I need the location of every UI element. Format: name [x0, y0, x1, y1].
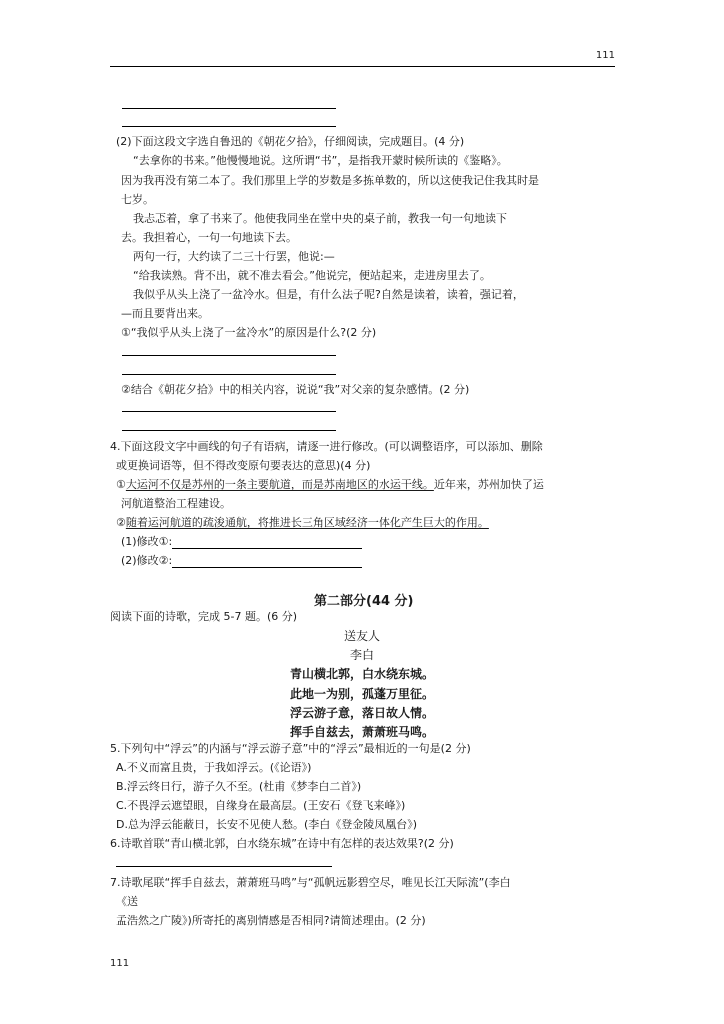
passage-line: —而且要背出来。 [121, 307, 209, 320]
answer-blank[interactable] [122, 374, 336, 375]
question-7-stem: 7.诗歌尾联“挥手自兹去，萧萧班马鸣”与“孤帆远影碧空尽，唯见长江天际流”(李白 [110, 876, 511, 889]
option-b: B.浮云终日行，游子久不至。(杜甫《梦李白二首》) [116, 780, 362, 793]
header-page-number: 111 [595, 50, 615, 61]
passage-line: 因为我再没有第二本了。我们那里上学的岁数是多拣单数的，所以这使我记住我其时是 [121, 174, 539, 187]
part-2-instruction: 阅读下面的诗歌，完成 5-7 题。(6 分) [110, 610, 298, 623]
sentence-1-underlined: 大运河不仅是苏州的一条主要航道，而是苏南地区的水运干线。 [125, 478, 434, 491]
question-7-stem: 《送 [116, 895, 138, 908]
poem-line: 挥手自兹去，萧萧班马鸣。 [289, 725, 434, 739]
sentence-1-mark: ① [116, 478, 126, 491]
header-rule [110, 66, 615, 67]
answer-blank[interactable] [122, 126, 336, 127]
answer-blank[interactable] [122, 430, 336, 431]
answer-blank[interactable] [122, 411, 336, 412]
option-a: A.不义而富且贵，于我如浮云。(《论语》) [116, 761, 312, 774]
fix-2-blank[interactable] [172, 557, 362, 568]
poem-title: 送友人 [343, 629, 380, 643]
fix-1-blank[interactable] [172, 538, 362, 549]
passage-line: 我似乎从头上浇了一盆冷水。但是，有什么法子呢?自然是读着，读着，强记着， [133, 288, 524, 301]
sentence-2-mark: ② [116, 516, 126, 529]
passage-line: 两句一行，大约读了二三十行罢，他说:— [133, 250, 335, 263]
passage-line: “给我读熟。背不出，就不准去看会。”他说完，便站起来，走进房里去了。 [133, 269, 491, 282]
sub-question-2: ②结合《朝花夕拾》中的相关内容，说说“我”对父亲的复杂感情。(2 分) [121, 383, 470, 396]
answer-blank[interactable] [116, 866, 332, 867]
sub-question-1: ①“我似乎从头上浇了一盆冷水”的原因是什么?(2 分) [121, 326, 377, 339]
sentence-2-underlined: 随着运河航道的疏浚通航，将推进长三角区域经济一体化产生巨大的作用。 [125, 516, 489, 529]
passage-line: 我忐忑着，拿了书来了。他使我同坐在堂中央的桌子前，教我一句一句地读下 [133, 212, 507, 225]
passage-line: “去拿你的书来。”他慢慢地说。这所谓“书”，是指我开蒙时候所读的《鉴略》。 [133, 154, 508, 167]
fix-1 [121, 535, 362, 549]
option-d: D.总为浮云能蔽日，长安不见使人愁。(李白《登金陵凤凰台》) [116, 818, 418, 831]
poem-line: 浮云游子意，落日故人情。 [289, 706, 434, 720]
footer-page-number: 111 [110, 958, 130, 969]
poem-line: 此地一为别，孤蓬万里征。 [289, 687, 434, 701]
sentence-1-cont: 河航道整治工程建设。 [121, 497, 231, 510]
passage-line: 去。我担着心，一句一句地读下去。 [121, 231, 297, 244]
question-4-stem: 4.下面这段文字中画线的句子有语病，请逐一进行修改。(可以调整语序，可以添加、删除 [110, 440, 543, 453]
fix-1-label: (1)修改①: [121, 535, 173, 548]
part-2-title: 第二部分(44 分) [314, 594, 414, 609]
sentence-1-rest: 近年来，苏州加快了运 [433, 478, 544, 491]
question-7-stem: 孟浩然之广陵》)所寄托的离别情感是否相同?请简述理由。(2 分) [116, 914, 426, 927]
question-intro: (2)下面这段文字选自鲁迅的《朝花夕拾》，仔细阅读，完成题目。(4 分) [116, 135, 465, 148]
sentence-1 [116, 478, 544, 492]
fix-2-label: (2)修改②: [121, 554, 173, 567]
option-c: C.不畏浮云遮望眼，自缘身在最高层。(王安石《登飞来峰》) [116, 799, 406, 812]
fix-2 [121, 554, 362, 568]
question-4-stem: 或更换词语等，但不得改变原句要表达的意思)(4 分) [116, 459, 371, 472]
question-6-stem: 6.诗歌首联“青山横北郭，白水绕东城”在诗中有怎样的表达效果?(2 分) [110, 837, 454, 850]
answer-blank[interactable] [122, 108, 336, 109]
passage-line: 七岁。 [121, 193, 154, 206]
poem-author: 李白 [349, 648, 374, 662]
answer-blank[interactable] [122, 355, 336, 356]
poem-line: 青山横北郭，白水绕东城。 [289, 667, 434, 681]
sentence-2 [116, 516, 489, 530]
question-5-stem: 5.下列句中“浮云”的内涵与“浮云游子意”中的“浮云”最相近的一句是(2 分) [110, 742, 471, 755]
